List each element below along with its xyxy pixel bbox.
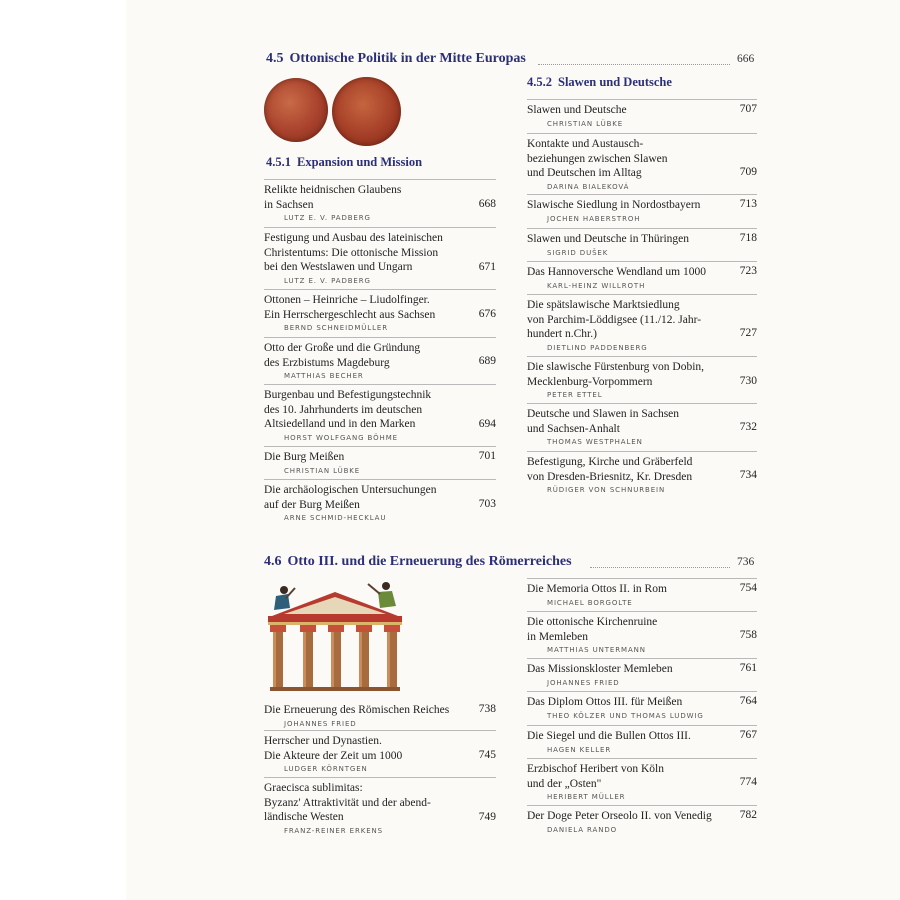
- entry-page: 730: [739, 375, 757, 387]
- entry-author: JOCHEN HABERSTROH: [547, 214, 641, 223]
- entry-title: Das Diplom Ottos III. für Meißen: [527, 696, 683, 708]
- entry-title: Die Siegel und die Bullen Ottos III.: [527, 730, 691, 742]
- entry-title: Slawen und Deutsche: [527, 104, 627, 116]
- section-number: 4.5: [266, 51, 284, 66]
- temple-illustration: [262, 578, 408, 694]
- entry-title: Die Erneuerung des Römischen Reiches: [264, 704, 450, 716]
- entry-page: 749: [478, 811, 496, 823]
- entry-page: 738: [478, 703, 496, 715]
- page: [126, 0, 900, 900]
- entry-title: Die Burg Meißen: [264, 451, 345, 463]
- toc-entry[interactable]: [264, 700, 496, 728]
- toc-entry[interactable]: [264, 777, 496, 835]
- entry-title: Slawische Siedlung in Nordostbayern: [527, 199, 701, 211]
- entry-title: Erzbischof Heribert von Köln und der „Osten": [527, 763, 665, 790]
- toc-entry[interactable]: [527, 725, 757, 754]
- entry-author: LUTZ E. V. PADBERG: [284, 214, 371, 222]
- entry-page: 754: [739, 582, 757, 594]
- entry-page: 668: [478, 198, 496, 210]
- entry-page: 782: [739, 809, 757, 821]
- entry-author: HORST WOLFGANG BÖHME: [284, 433, 398, 442]
- entry-page: 718: [739, 232, 757, 244]
- entry-title: Otto der Große und die Gründung des Erzbistums Magdeburg: [264, 342, 421, 369]
- coin-obverse: [264, 78, 328, 142]
- entry-title: Die Memoria Ottos II. in Rom: [527, 583, 667, 595]
- toc-entry[interactable]: [527, 691, 757, 720]
- toc-entry[interactable]: [264, 446, 496, 475]
- subsection-heading-4-5-1: [266, 155, 422, 170]
- toc-entry[interactable]: [264, 289, 496, 332]
- entry-page: 723: [739, 265, 757, 277]
- scan-margin: [0, 0, 126, 900]
- entry-title: Kontakte und Austausch- beziehungen zwischen Slawen und Deutschen im Alltag: [527, 138, 668, 179]
- entry-page: 694: [478, 418, 496, 430]
- entry-title: Befestigung, Kirche und Gräberfeld von Dresden-Briesnitz, Kr. Dresden: [527, 456, 693, 483]
- toc-entry[interactable]: [527, 611, 757, 654]
- entry-title: Das Missionskloster Memleben: [527, 663, 673, 675]
- temple-image: [262, 578, 408, 694]
- entry-title: Deutsche und Slawen in Sachsen und Sachsen-Anhalt: [527, 408, 680, 435]
- leader-dots: [538, 64, 730, 65]
- entry-title: Slawen und Deutsche in Thüringen: [527, 233, 690, 245]
- entry-page: 689: [478, 355, 496, 367]
- entry-page: 707: [739, 103, 757, 115]
- entry-author: RÜDIGER VON SCHNURBEIN: [547, 486, 666, 494]
- entry-author: CHRISTIAN LÜBKE: [284, 466, 361, 475]
- toc-entry[interactable]: [264, 227, 496, 285]
- entry-title: Festigung und Ausbau des lateinischen Christentums: Die ottonische Mission bei den Westslawen und Ungarn: [264, 232, 443, 273]
- toc-entry[interactable]: [527, 194, 757, 223]
- entry-title: Die spätslawische Marktsiedlung von Parchim-Löddigsee (11./12. Jahr- hundert n.Chr.): [527, 299, 702, 340]
- coin-reverse: [332, 77, 401, 146]
- entry-author: ARNE SCHMID-HECKLAU: [284, 514, 387, 522]
- entry-author: THOMAS WESTPHALEN: [547, 438, 643, 446]
- entry-page: 745: [478, 749, 496, 761]
- toc-entry[interactable]: [527, 356, 757, 399]
- toc-entry[interactable]: [264, 337, 496, 380]
- entry-author: HERIBERT MÜLLER: [547, 793, 626, 801]
- toc-entry[interactable]: [527, 261, 757, 290]
- entry-page: 701: [478, 450, 496, 462]
- entry-author: JOHANNES FRIED: [547, 678, 620, 687]
- section-number: 4.6: [264, 554, 282, 569]
- entry-author: DIETLIND PADDENBERG: [547, 343, 648, 352]
- entry-title: Graecisca sublimitas: Byzanz' Attraktivität und der abend- ländische Westen: [264, 782, 431, 823]
- entry-title: Relikte heidnischen Glaubens in Sachsen: [264, 184, 402, 211]
- entry-author: DARINA BIALEKOVÁ: [547, 182, 630, 191]
- toc-entry[interactable]: [264, 479, 496, 522]
- entry-title: Das Hannoversche Wendland um 1000: [527, 266, 706, 278]
- entry-author: PETER ETTEL: [547, 391, 603, 399]
- toc-entry[interactable]: [264, 384, 496, 442]
- entry-page: 713: [739, 198, 757, 210]
- entry-author: LUDGER KÖRNTGEN: [284, 765, 368, 773]
- section-heading-4-5: [266, 51, 526, 67]
- entry-page: 767: [739, 729, 757, 741]
- entry-author: FRANZ-REINER ERKENS: [284, 826, 384, 835]
- entry-title: Die slawische Fürstenburg von Dobin, Mecklenburg-Vorpommern: [527, 361, 705, 388]
- toc-entry[interactable]: [527, 133, 757, 191]
- entry-page: 764: [739, 695, 757, 707]
- entry-author: SIGRID DUŠEK: [547, 248, 609, 257]
- entry-author: JOHANNES FRIED: [284, 719, 357, 728]
- entry-page: 758: [739, 629, 757, 641]
- subsection-number: 4.5.1: [266, 155, 291, 169]
- entry-author: LUTZ E. V. PADBERG: [284, 276, 371, 285]
- toc-entry[interactable]: [264, 730, 496, 773]
- entry-author: MATTHIAS UNTERMANN: [547, 646, 646, 654]
- entry-author: HAGEN KELLER: [547, 745, 612, 754]
- toc-entry[interactable]: [527, 578, 757, 607]
- toc-entry[interactable]: [527, 99, 757, 128]
- entry-title: Die archäologischen Untersuchungen auf der Burg Meißen: [264, 484, 437, 511]
- subsection-heading-4-5-2: [527, 75, 672, 90]
- entry-author: CHRISTIAN LÜBKE: [547, 119, 624, 128]
- toc-entry[interactable]: [527, 451, 757, 494]
- subsection-number: 4.5.2: [527, 75, 552, 89]
- entry-page: 732: [739, 421, 757, 433]
- entry-author: MATTHIAS BECHER: [284, 372, 364, 380]
- toc-entry[interactable]: [527, 758, 757, 801]
- section-title: Ottonische Politik in der Mitte Europas: [289, 51, 526, 66]
- entry-page: 703: [478, 498, 496, 510]
- entry-author: BERND SCHNEIDMÜLLER: [284, 324, 388, 332]
- entry-author: MICHAEL BORGOLTE: [547, 598, 633, 607]
- entry-title: Ottonen – Heinriche – Liudolfinger. Ein Herrschergeschlecht aus Sachsen: [264, 294, 436, 321]
- entry-title: Der Doge Peter Orseolo II. von Venedig: [527, 810, 712, 822]
- toc-entry[interactable]: [527, 228, 757, 257]
- entry-author: THEO KÖLZER UND THOMAS LUDWIG: [547, 711, 704, 720]
- entry-title: Die ottonische Kirchenruine in Memleben: [527, 616, 658, 643]
- subsection-title: Expansion und Mission: [297, 155, 423, 169]
- entry-title: Burgenbau und Befestigungstechnik des 10. Jahrhunderts im deutschen Altsiedelland und in den Marken: [264, 389, 432, 430]
- entry-page: 761: [739, 662, 757, 674]
- toc-entry[interactable]: [527, 805, 757, 834]
- entry-page: 676: [478, 308, 496, 320]
- entry-title: Herrscher und Dynastien. Die Akteure der Zeit um 1000: [264, 735, 403, 762]
- leader-dots: [590, 567, 730, 568]
- entry-author: DANIELA RANDO: [547, 825, 618, 834]
- subsection-title: Slawen und Deutsche: [558, 75, 672, 89]
- entry-page: 727: [739, 327, 757, 339]
- toc-entry[interactable]: [527, 658, 757, 687]
- entry-page: 774: [739, 776, 757, 788]
- toc-entry[interactable]: [527, 403, 757, 446]
- section-page: 736: [737, 556, 755, 568]
- section-heading-4-6: [264, 554, 572, 570]
- entry-page: 671: [478, 261, 496, 273]
- toc-entry[interactable]: [264, 179, 496, 222]
- section-title: Otto III. und die Erneuerung des Römerreiches: [287, 554, 572, 569]
- entry-page: 709: [739, 166, 757, 178]
- section-page: 666: [737, 53, 755, 65]
- entry-page: 734: [739, 469, 757, 481]
- toc-entry[interactable]: [527, 294, 757, 352]
- entry-author: KARL-HEINZ WILLROTH: [547, 281, 646, 290]
